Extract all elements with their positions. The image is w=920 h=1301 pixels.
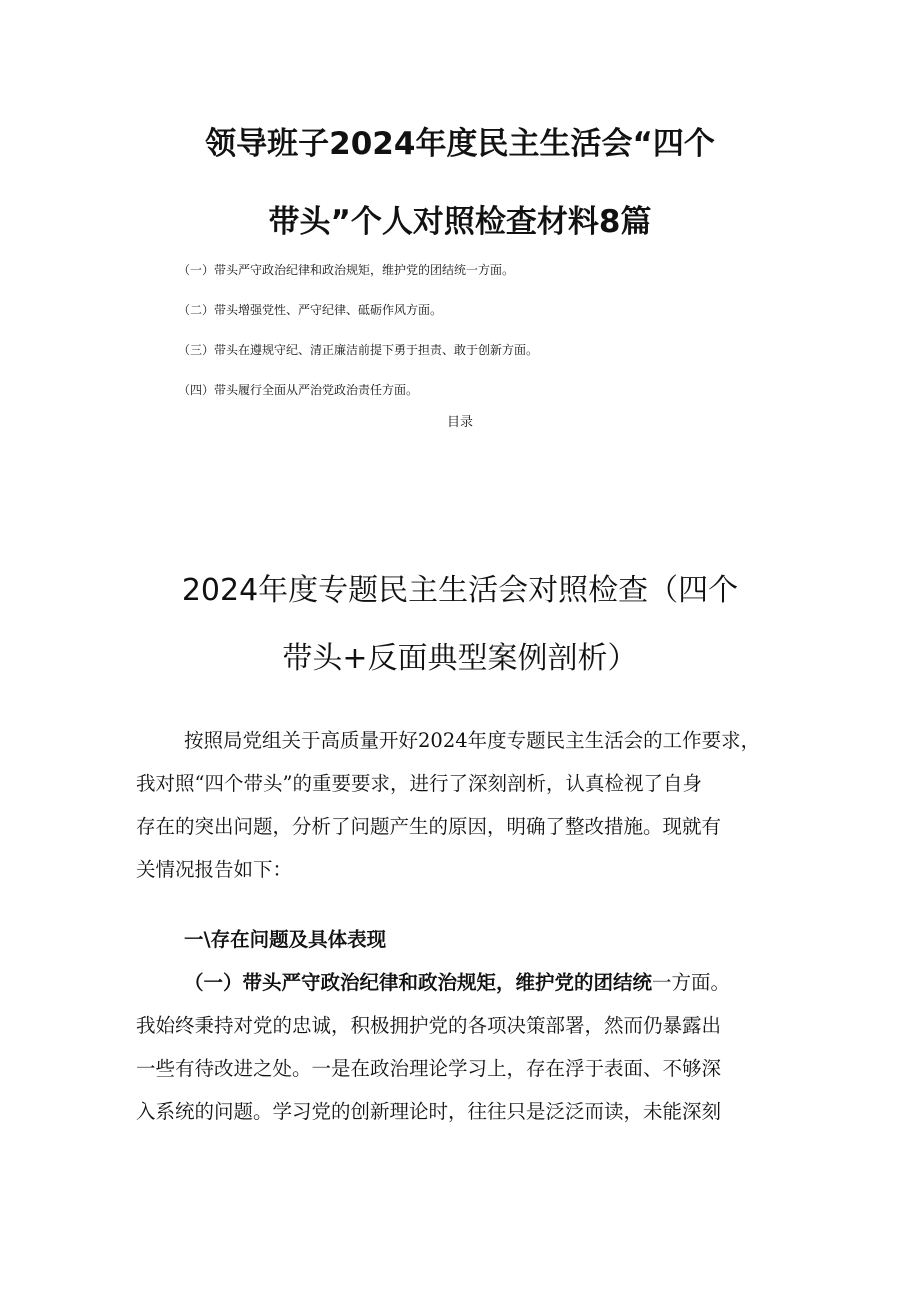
intro-paragraph-line: 按照局党组关于高质量开好2024年度专题民主生活会的工作要求， bbox=[184, 729, 761, 752]
subheading-rest-text: 一方面。 bbox=[652, 971, 731, 994]
intro-paragraph-line: 我对照“四个带头”的重要要求，进行了深刻剖析，认真检视了自身 bbox=[136, 772, 702, 795]
subheading-line bbox=[184, 971, 796, 995]
intro-paragraph-line: 存在的突出问题，分析了问题产生的原因，明确了整改措施。现就有 bbox=[136, 815, 722, 838]
body-paragraph-line: 我始终秉持对党的忠诚，积极拥护党的各项决策部署，然而仍暴露出 bbox=[136, 1014, 722, 1037]
section-heading-1: 一\存在问题及具体表现 bbox=[184, 928, 387, 951]
intro-paragraph-line: 关情况报告如下： bbox=[136, 858, 293, 881]
section-title-line-2: 带头+反面典型案例剖析） bbox=[282, 641, 638, 676]
toc-item[interactable]: （四）带头履行全面从严治党政治责任方面。 bbox=[178, 383, 419, 397]
document-title-line-2: 带头”个人对照检查材料8篇 bbox=[268, 204, 652, 240]
toc-item[interactable]: （二）带头增强党性、严守纪律、砥砺作风方面。 bbox=[178, 303, 443, 317]
body-paragraph-line: 一些有待改进之处。一是在政治理论学习上，存在浮于表面、不够深 bbox=[136, 1057, 722, 1080]
table-of-contents bbox=[178, 262, 778, 422]
subheading-bold-text: （一）带头严守政治纪律和政治规矩，维护党的团结统 bbox=[184, 971, 653, 994]
section-title-line-1: 2024年度专题民主生活会对照检查（四个 bbox=[181, 573, 739, 608]
body-paragraph-line: 入系统的问题。学习党的创新理论时，往往只是泛泛而读，未能深刻 bbox=[136, 1100, 722, 1123]
toc-heading: 目录 bbox=[446, 415, 473, 430]
toc-item[interactable]: （一）带头严守政治纪律和政治规矩，维护党的团结统一方面。 bbox=[178, 263, 515, 277]
toc-item[interactable]: （三）带头在遵规守纪、清正廉洁前提下勇于担责、敢于创新方面。 bbox=[178, 343, 539, 357]
document-title-line-1: 领导班子2024年度民主生活会“四个 bbox=[205, 126, 715, 162]
